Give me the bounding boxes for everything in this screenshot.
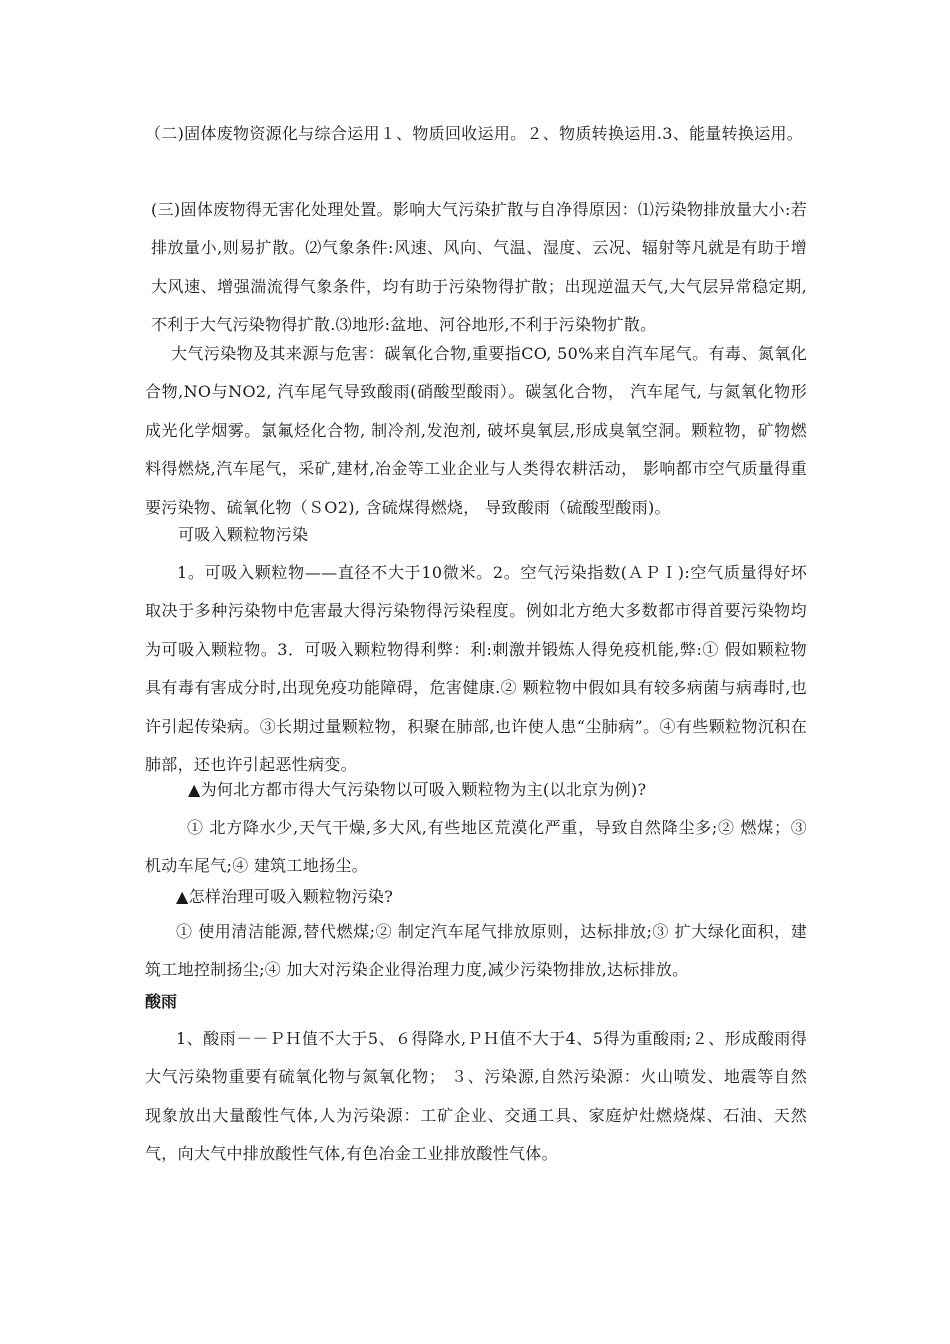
paragraph-answer-north-cities: ① 北方降水少,天气干燥,多大风,有些地区荒漠化严重，导致自然降尘多;② 燃煤；③ 机动车尾气;④ 建筑工地扬尘。 bbox=[145, 818, 807, 876]
paragraph-air-pollution-factors: (三)固体废物得无害化处理处置。影响大气污染扩散与自净得原因：⑴污染物排放量大小:若排放量小,则易扩散。⑵气象条件:风速、风向、气温、湿度、云况、辐射等凡就是有助于增大风速、增强湍流得气象条件，均有助于污染物得扩散；出现逆温天气,大气层异常稳定期,不利于大气污染物得扩散.⑶地形:盆地、河谷地形,不利于污染物扩散。 bbox=[151, 200, 807, 335]
paragraph-question-governance: ▲怎样治理可吸入颗粒物污染? bbox=[176, 887, 394, 906]
paragraph-answer-governance: ① 使用清洁能源,替代燃煤;② 制定汽车尾气排放原则，达标排放;③ 扩大绿化面积，建筑工地控制扬尘;④ 加大对污染企业得治理力度,减少污染物排放,达标排放。 bbox=[145, 922, 807, 980]
paragraph-question-north-cities: ▲为何北方都市得大气污染物以可吸入颗粒物为主(以北京为例)? bbox=[188, 780, 647, 799]
paragraph-solid-waste-resource: （二)固体废物资源化与综合运用１、物质回收运用。２、物质转换运用.3、能量转换运用。 bbox=[145, 124, 804, 143]
section-heading-acid-rain: 酸雨 bbox=[145, 992, 178, 1011]
paragraph-inhalable-particles-details: 1。可吸入颗粒物——直径不大于10微米。2。空气污染指数(ＡＰＩ):空气质量得好坏取决于多种污染物中危害最大得污染物得污染程度。例如北方绝大多数都市得首要污染物均为可吸入颗粒物。3．可吸入颗粒物得利弊：利:刺激并锻炼人得免疫机能,弊:① 假如颗粒物具有毒有害成分时,出现免疫功能障碍，危害健康.② 颗粒物中假如具有较多病菌与病毒时,也许引起传染病。③长期过量颗粒物，积聚在肺部,也许使人患“尘肺病”。④有些颗粒物沉积在肺部，还也许引起恶性病变。 bbox=[145, 563, 807, 775]
paragraph-inhalable-particles-title: 可吸入颗粒物污染 bbox=[178, 525, 309, 544]
paragraph-air-pollutants-sources: 大气污染物及其来源与危害：碳氧化合物,重要指CO, 50%来自汽车尾气。有毒、氮氧化合物,NO与NO2, 汽车尾气导致酸雨(硝酸型酸雨）。碳氢化合物， 汽车尾气, 与氮氧化物形成光化学烟雾。氯氟烃化合物, 制冷剂,发泡剂, 破坏臭氧层,形成臭氧空洞。颗粒物，矿物燃料得燃烧,汽车尾气，采矿,建材,冶金等工业企业与人类得农耕活动， 影响都市空气质量得重要污染物、硫氧化物（ＳO2), 含硫煤得燃烧， 导致酸雨（硫酸型酸雨)。 bbox=[145, 344, 807, 517]
paragraph-acid-rain-details: 1、酸雨－－ＰＨ值不大于5、６得降水,ＰＨ值不大于4、5得为重酸雨;２、形成酸雨得大气污染物重要有硫氧化物与氮氧化物； ３、污染源,自然污染源：火山喷发、地震等自然现象放出大量酸性气体,人为污染源：工矿企业、交通工具、家庭炉灶燃烧煤、石油、天然气，向大气中排放酸性气体,有色冶金工业排放酸性气体。 bbox=[145, 1029, 807, 1164]
